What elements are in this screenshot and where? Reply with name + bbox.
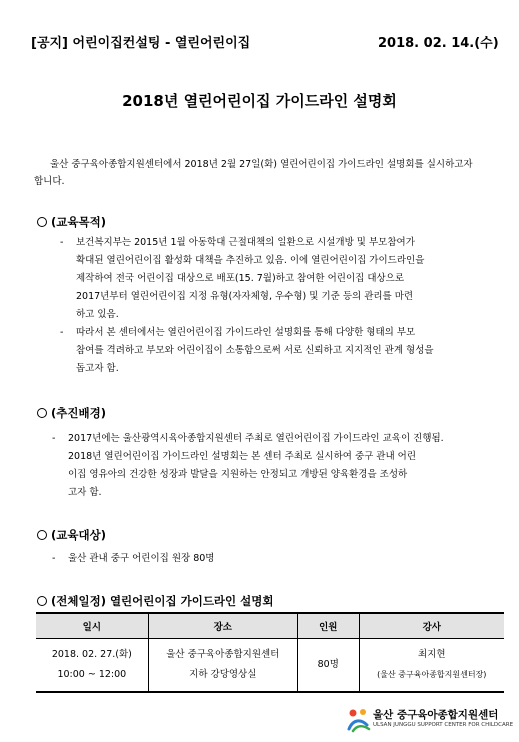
circle-bullet-icon <box>37 596 47 606</box>
table-header-row <box>36 613 504 639</box>
schedule-table <box>36 612 504 693</box>
org-logo <box>347 705 514 735</box>
table-row <box>36 639 504 693</box>
section-heading-purpose: (교육목적) <box>37 214 106 230</box>
circle-bullet-icon <box>37 217 47 227</box>
bullet-item: - 울산 관내 중구 어린이집 원장 80명 <box>52 553 215 564</box>
section-heading-schedule: (전체일정) 열린어린이집 가이드라인 설명회 <box>37 593 273 609</box>
column-header: 강사 <box>359 613 504 639</box>
section-heading-background: (추진배경) <box>37 405 106 421</box>
notice-label: [공지] 어린이집컨설팅 - 열린어린이집 <box>31 36 251 51</box>
notice-date: 2018. 02. 14.(수) <box>378 36 499 51</box>
column-header: 장소 <box>148 613 297 639</box>
column-header: 일시 <box>36 613 148 639</box>
org-name-english: ULSAN JUNGGU SUPPORT CENTER FOR CHILDCARE <box>373 722 514 728</box>
cell-datetime: 2018. 02. 27.(화) 10:00 ~ 12:00 <box>36 639 148 693</box>
cell-place: 울산 중구육아종합지원센터 지하 강당영상실 <box>148 639 297 693</box>
bullet-item: - 보건복지부는 2015년 1월 아동학대 근절대책의 일환으로 시설개방 및 부모참여가 확대된 열린어린이집 활성화 대책을 추진하고 있음. 이에 열린어린이집 가이드라인을 제작하여 전국 어린이집 대상으로 배포(15. 7월)하고 참여한 어린이집 대상으로 2017년부터 열린어린이집 지정 유형(자자체형, 우수형) 및 기준 등의 관리를 마련 하고 있음. <box>60 237 425 320</box>
cell-count: 80명 <box>297 639 359 693</box>
intro-line: 울산 중구육아종합지원센터에서 2018년 2월 27일(화) 열린어린이집 가이드라인 설명회를 실시하고자 <box>50 159 473 170</box>
org-logo-icon <box>347 707 371 733</box>
circle-bullet-icon <box>37 408 47 418</box>
document-title: 2018년 열린어린이집 가이드라인 설명회 <box>122 92 397 110</box>
bullet-item: - 따라서 본 센터에서는 열린어린이집 가이드라인 설명회를 통해 다양한 형태의 부모 참여를 격려하고 부모와 어린이집이 소통함으로써 서로 신뢰하고 지지적인 관계 형성을 돕고자 함. <box>60 327 434 374</box>
bullet-item: - 2017년에는 울산광역시육아종합지원센터 주최로 열린어린이집 가이드라인 교육이 진행됨. 2018년 열린어린이집 가이드라인 설명회는 본 센터 주최로 실시하여 중구 관내 어린 이집 영유아의 건강한 성장과 발달을 지원하는 안정되고 개방된 양육환경을 조성하 고자 함. <box>52 433 444 498</box>
cell-lecturer: 최지현 (울산 중구육아종합지원센터장) <box>359 639 504 693</box>
section-heading-target: (교육대상) <box>37 527 106 543</box>
intro-paragraph <box>34 156 504 190</box>
column-header: 인원 <box>297 613 359 639</box>
org-name-korean: 울산 중구육아종합지원센터 <box>373 709 499 721</box>
intro-line: 합니다. <box>34 176 65 187</box>
circle-bullet-icon <box>37 530 47 540</box>
